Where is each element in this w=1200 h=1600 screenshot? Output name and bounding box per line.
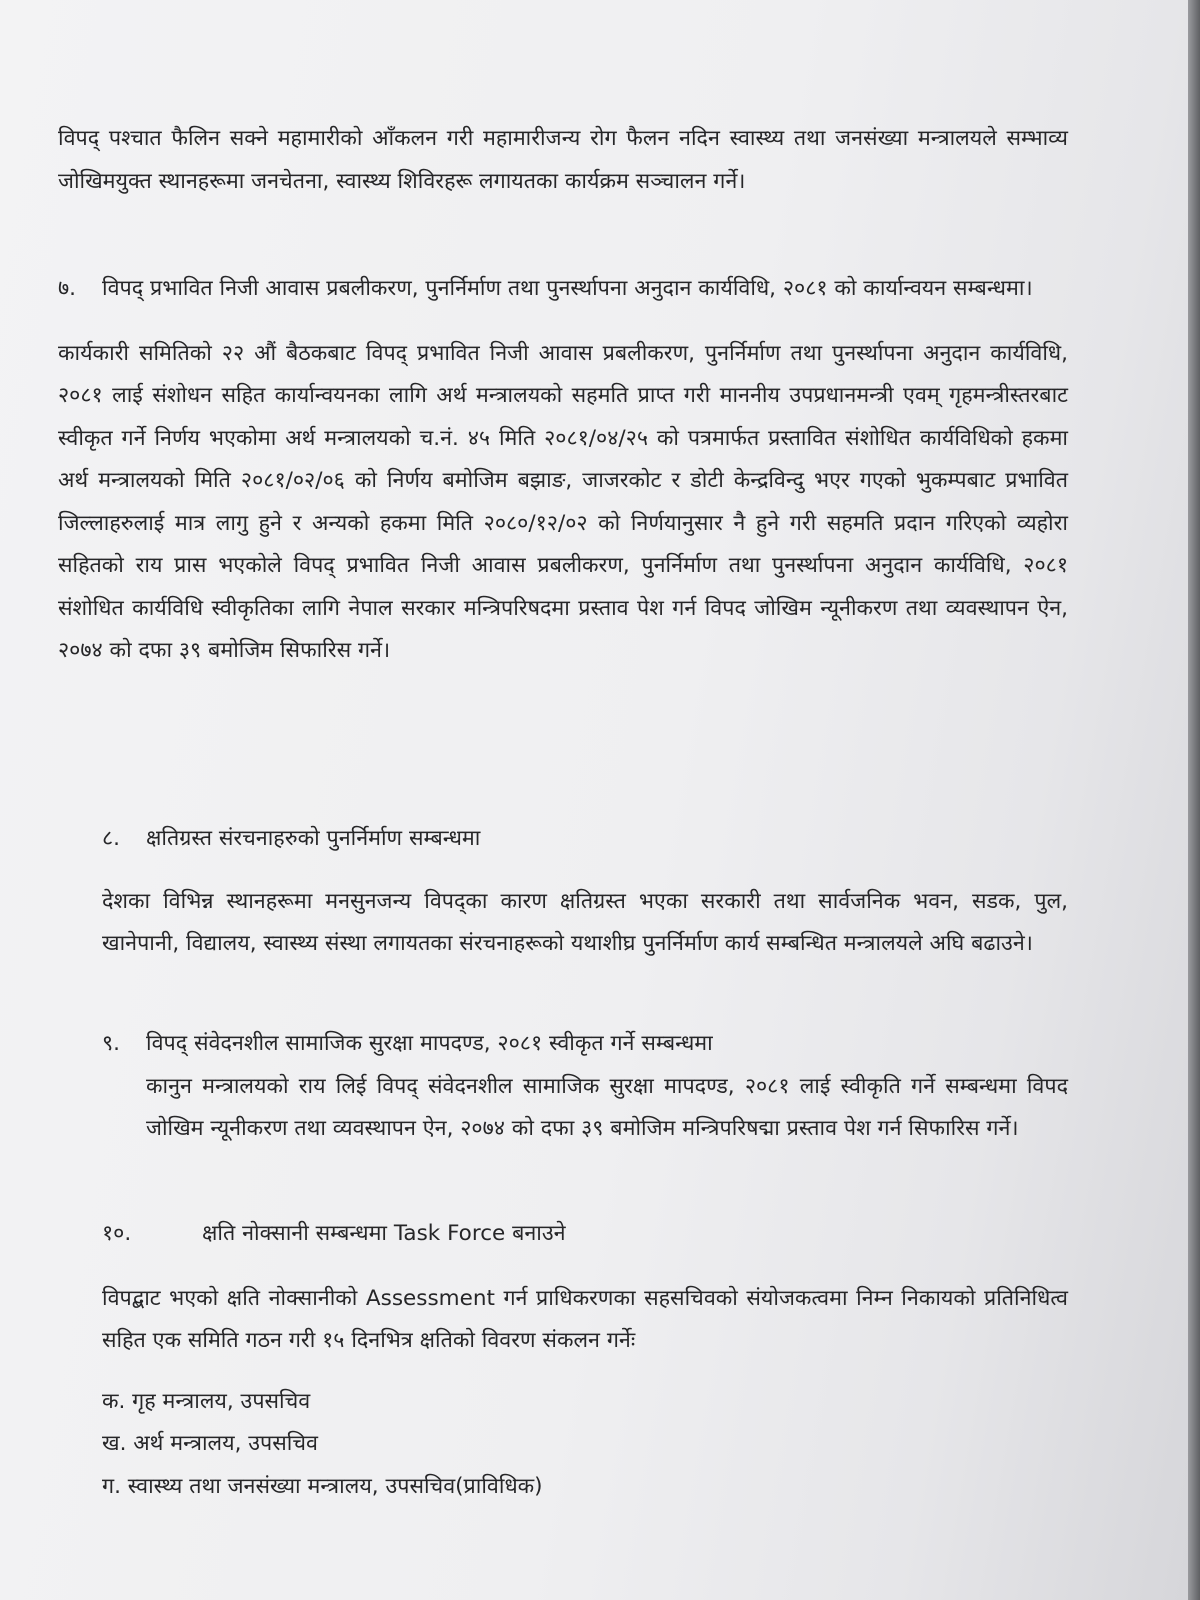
section-7 bbox=[58, 268, 1068, 673]
list-item: ख. अर्थ मन्त्रालय, उपसचिव bbox=[102, 1431, 318, 1456]
section-8-heading bbox=[58, 818, 1068, 861]
section-7-title: विपद् प्रभावित निजी आवास प्रबलीकरण, पुनर्निर्माण तथा पुनर्स्थापना अनुदान कार्यविधि, २०८१ को कार्यान्वयन सम्बन्धमा। bbox=[102, 276, 1033, 301]
page-edge-shadow bbox=[1188, 0, 1200, 1600]
section-10-title: क्षति नोक्सानी सम्बन्धमा Task Force बनाउने bbox=[202, 1221, 566, 1246]
list-item: ग. स्वास्थ्य तथा जनसंख्या मन्त्रालय, उपसचिव(प्राविधिक) bbox=[102, 1473, 543, 1499]
intro-section bbox=[58, 118, 1068, 203]
section-8-body: देशका विभिन्न स्थानहरूमा मनसुनजन्य विपद्का कारण क्षतिग्रस्त भएका सरकारी तथा सार्वजनिक भवन, सडक, पुल, खानेपानी, विद्यालय, स्वास्थ्य संस्था लगायतका संरचनाहरूको यथाशीघ्र पुनर्निर्माण कार्य सम्बन्धित मन्त्रालयले अघि बढाउने। bbox=[102, 888, 1068, 956]
intro-paragraph: विपद् पश्चात फैलिन सक्ने महामारीको आँकलन गरी महामारीजन्य रोग फैलन नदिन स्वास्थ्य तथा जनसंख्या मन्त्रालयले सम्भाव्य जोखिमयुक्त स्थानहरूमा जनचेतना, स्वास्थ्य शिविरहरू लगायतका कार्यक्रम सञ्चालन गर्ने। bbox=[58, 126, 1068, 194]
section-8-title: क्षतिग्रस्त संरचनाहरुको पुनर्निर्माण सम्बन्धमा bbox=[146, 826, 481, 851]
section-9-body: कानुन मन्त्रालयको राय लिई विपद् संवेदनशील सामाजिक सुरक्षा मापदण्ड, २०८१ लाई स्वीकृति गर्ने सम्बन्धमा विपद जोखिम न्यूनीकरण तथा व्यवस्थापन ऐन, २०७४ को दफा ३९ बमोजिम मन्त्रिपरिषद्मा प्रस्ताव पेश गर्न सिफारिस गर्ने। bbox=[146, 1073, 1068, 1141]
section-10-body: विपद्बाट भएको क्षति नोक्सानीको Assessment गर्न प्राधिकरणका सहसचिवको संयोजकत्वमा निम्न निकायको प्रतिनिधित्व सहित एक समिति गठन गरी १५ दिनभित्र क्षतिको विवरण संकलन गर्नेः bbox=[102, 1285, 1068, 1353]
section-8 bbox=[58, 818, 1068, 966]
list-item: क. गृह मन्त्रालय, उपसचिव bbox=[102, 1388, 311, 1414]
section-7-heading bbox=[58, 268, 1068, 311]
section-9-number: ९. bbox=[102, 1031, 121, 1056]
section-10-heading bbox=[58, 1213, 1068, 1256]
section-7-body: कार्यकारी समितिको २२ औं बैठकबाट विपद् प्रभावित निजी आवास प्रबलीकरण, पुनर्निर्माण तथा पुनर्स्थापना अनुदान कार्यविधि, २०८१ लाई संशोधन सहित कार्यान्वयनका लागि अर्थ मन्त्रालयको सहमति प्राप्त गरी माननीय उपप्रधानमन्त्री एवम् गृहमन्त्रीस्तरबाट स्वीकृत गर्ने निर्णय भएकोमा अर्थ मन्त्रालयको च.नं. ४५ मिति २०८१/०४/२५ को पत्रमार्फत प्रस्तावित संशोधित कार्यविधिको हकमा अर्थ मन्त्रालयको मिति २०८१/०२/०६ को निर्णय बमोजिम बझाङ, जाजरकोट र डोटी केन्द्रविन्दु भएर गएको भुकम्पबाट प्रभावित जिल्लाहरुलाई मात्र लागु हुने र अन्यको हकमा मिति २०८०/१२/०२ को निर्णयानुसार नै हुने गरी सहमति प्रदान गरिएको व्यहोरा सहितको राय प्रास भएकोले विपद् प्रभावित निजी आवास प्रबलीकरण, पुनर्निर्माण तथा पुनर्स्थापना अनुदान कार्यविधि, २०८१ संशोधित कार्यविधि स्वीकृतिका लागि नेपाल सरकार मन्त्रिपरिषदमा प्रस्ताव पेश गर्न विपद जोखिम न्यूनीकरण तथा व्यवस्थापन ऐन, २०७४ को दफा ३९ बमोजिम सिफारिस गर्ने। bbox=[58, 340, 1068, 663]
section-9-heading bbox=[58, 1023, 1068, 1066]
section-8-number: ८. bbox=[102, 826, 121, 851]
section-10-number: १०. bbox=[102, 1221, 132, 1246]
section-7-number: ७. bbox=[58, 276, 77, 301]
section-10 bbox=[58, 1213, 1068, 1508]
section-9 bbox=[58, 1023, 1068, 1151]
section-10-list bbox=[58, 1381, 1068, 1509]
section-9-title: विपद् संवेदनशील सामाजिक सुरक्षा मापदण्ड, २०८१ स्वीकृत गर्ने सम्बन्धमा bbox=[146, 1031, 713, 1056]
